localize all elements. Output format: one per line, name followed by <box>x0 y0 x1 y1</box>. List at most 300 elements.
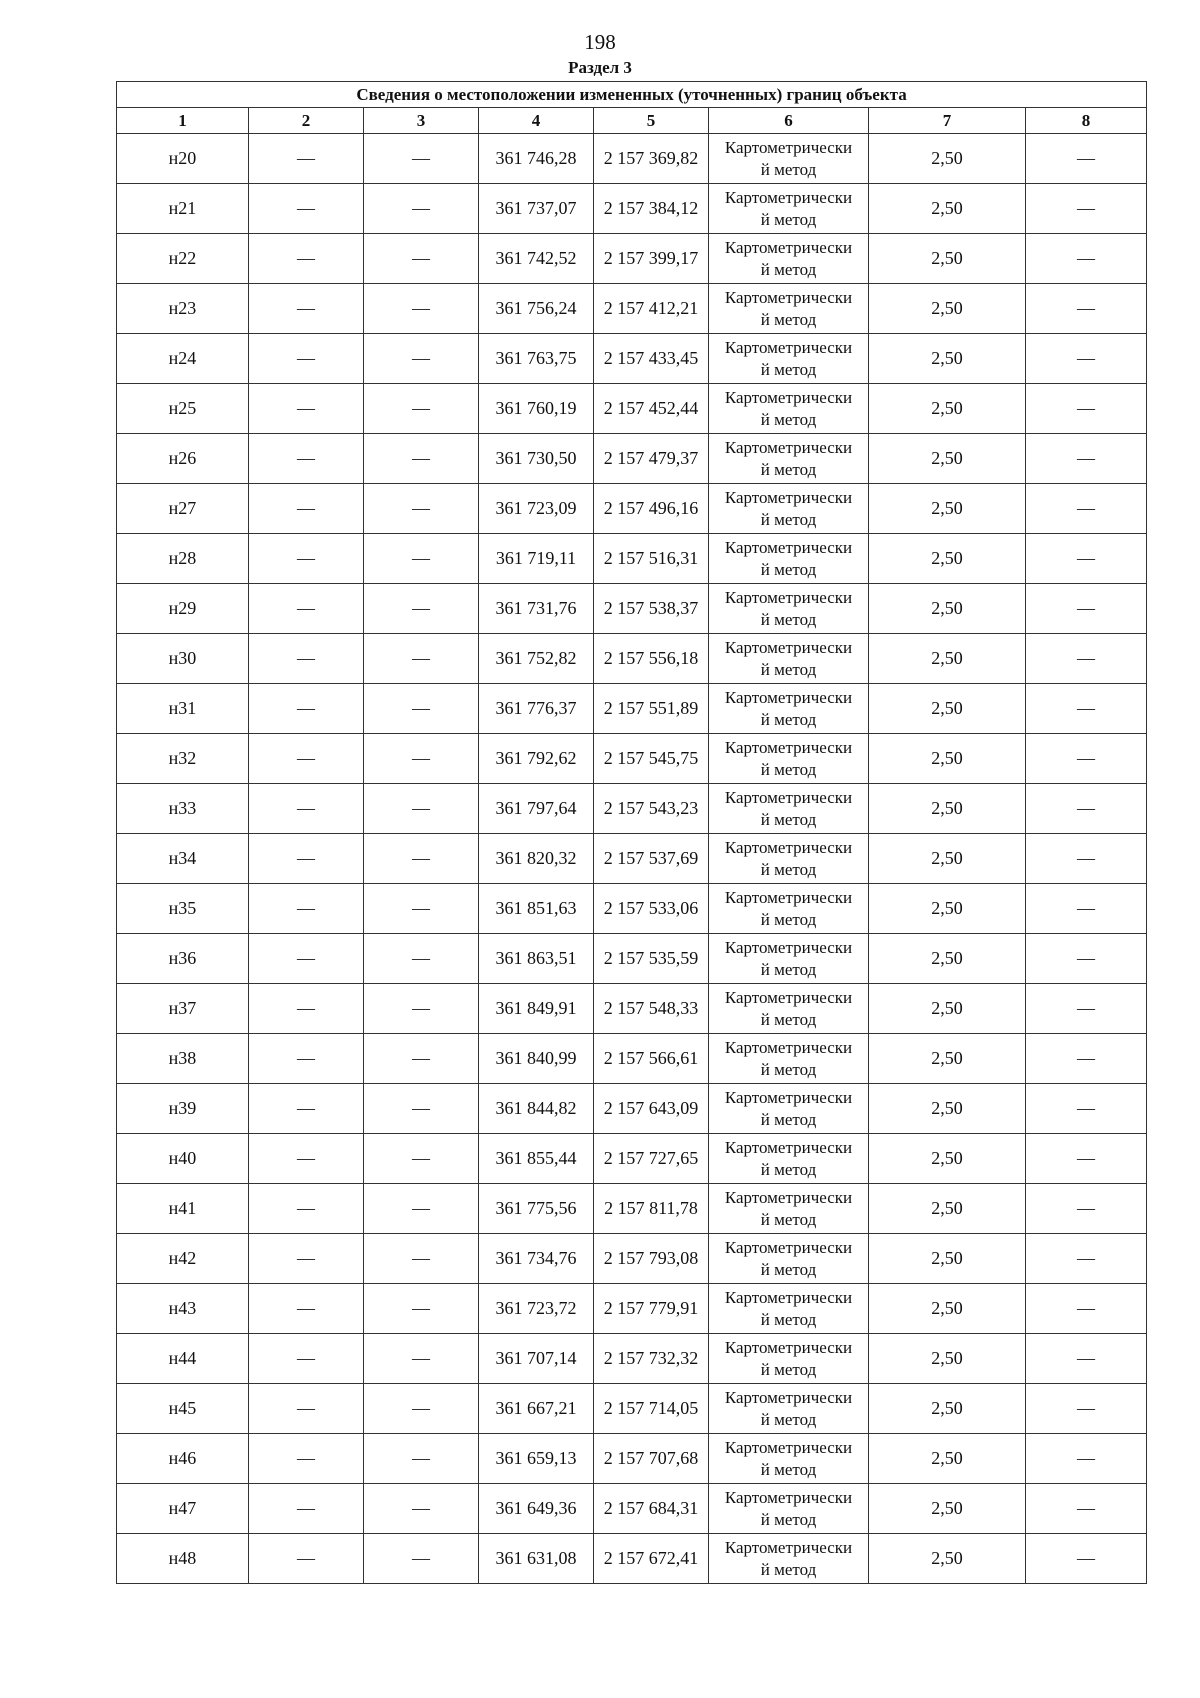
method-line-1: Картометрически <box>724 537 853 557</box>
method-line-1: Картометрически <box>724 1437 853 1457</box>
accuracy-cell: 2,50 <box>869 1434 1026 1484</box>
accuracy-cell: 2,50 <box>869 384 1026 434</box>
dash-cell: — <box>1026 184 1147 234</box>
point-name-cell: н37 <box>117 984 249 1034</box>
x-coordinate-cell: 361 723,72 <box>479 1284 594 1334</box>
method-line-1: Картометрически <box>724 1237 853 1257</box>
method-line-1: Картометрически <box>724 1487 853 1507</box>
dash-cell: — <box>1026 484 1147 534</box>
y-coordinate-cell: 2 157 707,68 <box>594 1434 709 1484</box>
method-line-2: й метод <box>760 1059 817 1079</box>
point-name-cell: н31 <box>117 684 249 734</box>
y-coordinate-cell: 2 157 793,08 <box>594 1234 709 1284</box>
dash-cell: — <box>249 1434 364 1484</box>
accuracy-cell: 2,50 <box>869 684 1026 734</box>
method-cell <box>709 1384 869 1434</box>
method-cell <box>709 884 869 934</box>
dash-cell: — <box>249 234 364 284</box>
method-line-2: й метод <box>760 809 817 829</box>
method-line-1: Картометрически <box>724 337 853 357</box>
x-coordinate-cell: 361 763,75 <box>479 334 594 384</box>
method-line-2: й метод <box>760 1159 817 1179</box>
coordinates-table <box>116 81 1147 1584</box>
dash-cell: — <box>1026 1334 1147 1384</box>
accuracy-cell: 2,50 <box>869 1484 1026 1534</box>
x-coordinate-cell: 361 840,99 <box>479 1034 594 1084</box>
accuracy-cell: 2,50 <box>869 634 1026 684</box>
x-coordinate-cell: 361 760,19 <box>479 384 594 434</box>
y-coordinate-cell: 2 157 516,31 <box>594 534 709 584</box>
point-name-cell: н38 <box>117 1034 249 1084</box>
dash-cell: — <box>364 784 479 834</box>
dash-cell: — <box>1026 334 1147 384</box>
method-line-1: Картометрически <box>724 1537 853 1557</box>
table-row <box>117 234 1147 284</box>
dash-cell: — <box>1026 584 1147 634</box>
accuracy-cell: 2,50 <box>869 1534 1026 1584</box>
y-coordinate-cell: 2 157 545,75 <box>594 734 709 784</box>
y-coordinate-cell: 2 157 479,37 <box>594 434 709 484</box>
dash-cell: — <box>364 534 479 584</box>
column-header: 2 <box>249 108 364 134</box>
accuracy-cell: 2,50 <box>869 1184 1026 1234</box>
dash-cell: — <box>249 834 364 884</box>
method-line-2: й метод <box>760 409 817 429</box>
dash-cell: — <box>1026 1534 1147 1584</box>
point-name-cell: н33 <box>117 784 249 834</box>
table-row <box>117 184 1147 234</box>
dash-cell: — <box>364 384 479 434</box>
table-row <box>117 1484 1147 1534</box>
method-line-2: й метод <box>760 859 817 879</box>
method-line-2: й метод <box>760 1009 817 1029</box>
dash-cell: — <box>364 1434 479 1484</box>
method-cell <box>709 134 869 184</box>
point-name-cell: н34 <box>117 834 249 884</box>
table-row <box>117 584 1147 634</box>
x-coordinate-cell: 361 667,21 <box>479 1384 594 1434</box>
accuracy-cell: 2,50 <box>869 884 1026 934</box>
table-caption: Сведения о местоположении измененных (уточненных) границ объекта <box>117 82 1147 108</box>
method-cell <box>709 1534 869 1584</box>
table-row <box>117 1334 1147 1384</box>
x-coordinate-cell: 361 719,11 <box>479 534 594 584</box>
table-row <box>117 334 1147 384</box>
point-name-cell: н22 <box>117 234 249 284</box>
column-header: 3 <box>364 108 479 134</box>
dash-cell: — <box>1026 1084 1147 1134</box>
table-row <box>117 1234 1147 1284</box>
method-cell <box>709 684 869 734</box>
method-line-2: й метод <box>760 959 817 979</box>
table-row <box>117 134 1147 184</box>
dash-cell: — <box>249 1334 364 1384</box>
x-coordinate-cell: 361 797,64 <box>479 784 594 834</box>
dash-cell: — <box>1026 684 1147 734</box>
method-line-1: Картометрически <box>724 137 853 157</box>
y-coordinate-cell: 2 157 548,33 <box>594 984 709 1034</box>
method-cell <box>709 784 869 834</box>
table-row <box>117 1534 1147 1584</box>
method-cell <box>709 1334 869 1384</box>
method-cell <box>709 734 869 784</box>
dash-cell: — <box>364 684 479 734</box>
method-line-1: Картометрически <box>724 1337 853 1357</box>
dash-cell: — <box>249 984 364 1034</box>
y-coordinate-cell: 2 157 566,61 <box>594 1034 709 1084</box>
method-line-1: Картометрически <box>724 937 853 957</box>
method-line-1: Картометрически <box>724 787 853 807</box>
x-coordinate-cell: 361 746,28 <box>479 134 594 184</box>
accuracy-cell: 2,50 <box>869 284 1026 334</box>
method-line-1: Картометрически <box>724 987 853 1007</box>
y-coordinate-cell: 2 157 399,17 <box>594 234 709 284</box>
point-name-cell: н42 <box>117 1234 249 1284</box>
column-header: 8 <box>1026 108 1147 134</box>
point-name-cell: н36 <box>117 934 249 984</box>
x-coordinate-cell: 361 649,36 <box>479 1484 594 1534</box>
table-row <box>117 884 1147 934</box>
method-line-2: й метод <box>760 1209 817 1229</box>
y-coordinate-cell: 2 157 384,12 <box>594 184 709 234</box>
accuracy-cell: 2,50 <box>869 834 1026 884</box>
y-coordinate-cell: 2 157 684,31 <box>594 1484 709 1534</box>
y-coordinate-cell: 2 157 732,32 <box>594 1334 709 1384</box>
method-cell <box>709 434 869 484</box>
y-coordinate-cell: 2 157 543,23 <box>594 784 709 834</box>
accuracy-cell: 2,50 <box>869 234 1026 284</box>
point-name-cell: н48 <box>117 1534 249 1584</box>
accuracy-cell: 2,50 <box>869 1384 1026 1434</box>
y-coordinate-cell: 2 157 672,41 <box>594 1534 709 1584</box>
accuracy-cell: 2,50 <box>869 334 1026 384</box>
dash-cell: — <box>364 1084 479 1134</box>
x-coordinate-cell: 361 631,08 <box>479 1534 594 1584</box>
method-line-2: й метод <box>760 259 817 279</box>
table-row <box>117 1434 1147 1484</box>
method-line-2: й метод <box>760 509 817 529</box>
method-cell <box>709 334 869 384</box>
dash-cell: — <box>249 1484 364 1534</box>
method-line-1: Картометрически <box>724 687 853 707</box>
method-line-2: й метод <box>760 659 817 679</box>
dash-cell: — <box>249 1534 364 1584</box>
dash-cell: — <box>364 184 479 234</box>
dash-cell: — <box>364 734 479 784</box>
dash-cell: — <box>364 1034 479 1084</box>
dash-cell: — <box>364 1534 479 1584</box>
dash-cell: — <box>364 1184 479 1234</box>
dash-cell: — <box>249 884 364 934</box>
method-cell <box>709 834 869 884</box>
table-row <box>117 684 1147 734</box>
table-row <box>117 434 1147 484</box>
x-coordinate-cell: 361 792,62 <box>479 734 594 784</box>
accuracy-cell: 2,50 <box>869 734 1026 784</box>
y-coordinate-cell: 2 157 779,91 <box>594 1284 709 1334</box>
y-coordinate-cell: 2 157 369,82 <box>594 134 709 184</box>
accuracy-cell: 2,50 <box>869 584 1026 634</box>
dash-cell: — <box>249 484 364 534</box>
method-line-1: Картометрически <box>724 737 853 757</box>
method-line-2: й метод <box>760 159 817 179</box>
dash-cell: — <box>1026 884 1147 934</box>
method-line-2: й метод <box>760 1109 817 1129</box>
point-name-cell: н44 <box>117 1334 249 1384</box>
column-header: 6 <box>709 108 869 134</box>
dash-cell: — <box>364 1484 479 1534</box>
column-header: 4 <box>479 108 594 134</box>
dash-cell: — <box>249 434 364 484</box>
x-coordinate-cell: 361 723,09 <box>479 484 594 534</box>
accuracy-cell: 2,50 <box>869 484 1026 534</box>
method-line-1: Картометрически <box>724 437 853 457</box>
table-row <box>117 1184 1147 1234</box>
dash-cell: — <box>364 284 479 334</box>
dash-cell: — <box>364 984 479 1034</box>
point-name-cell: н23 <box>117 284 249 334</box>
accuracy-cell: 2,50 <box>869 934 1026 984</box>
dash-cell: — <box>249 934 364 984</box>
dash-cell: — <box>249 1184 364 1234</box>
column-header: 1 <box>117 108 249 134</box>
method-line-2: й метод <box>760 1409 817 1429</box>
dash-cell: — <box>364 934 479 984</box>
dash-cell: — <box>1026 1134 1147 1184</box>
point-name-cell: н47 <box>117 1484 249 1534</box>
table-row <box>117 984 1147 1034</box>
y-coordinate-cell: 2 157 556,18 <box>594 634 709 684</box>
table-row <box>117 934 1147 984</box>
method-line-1: Картометрически <box>724 287 853 307</box>
dash-cell: — <box>1026 1034 1147 1084</box>
table-row <box>117 284 1147 334</box>
dash-cell: — <box>1026 984 1147 1034</box>
dash-cell: — <box>1026 1434 1147 1484</box>
method-cell <box>709 284 869 334</box>
table-row <box>117 734 1147 784</box>
method-line-2: й метод <box>760 1509 817 1529</box>
point-name-cell: н28 <box>117 534 249 584</box>
dash-cell: — <box>364 1134 479 1184</box>
x-coordinate-cell: 361 737,07 <box>479 184 594 234</box>
dash-cell: — <box>1026 1284 1147 1334</box>
dash-cell: — <box>364 1234 479 1284</box>
accuracy-cell: 2,50 <box>869 134 1026 184</box>
table-row <box>117 634 1147 684</box>
method-cell <box>709 1034 869 1084</box>
y-coordinate-cell: 2 157 643,09 <box>594 1084 709 1134</box>
dash-cell: — <box>1026 784 1147 834</box>
dash-cell: — <box>1026 234 1147 284</box>
y-coordinate-cell: 2 157 551,89 <box>594 684 709 734</box>
x-coordinate-cell: 361 742,52 <box>479 234 594 284</box>
page-number: 198 <box>584 30 616 54</box>
dash-cell: — <box>364 234 479 284</box>
dash-cell: — <box>364 134 479 184</box>
table-row <box>117 1134 1147 1184</box>
dash-cell: — <box>1026 534 1147 584</box>
method-line-2: й метод <box>760 1259 817 1279</box>
method-cell <box>709 184 869 234</box>
method-cell <box>709 234 869 284</box>
method-line-1: Картометрически <box>724 237 853 257</box>
method-line-2: й метод <box>760 709 817 729</box>
method-line-1: Картометрически <box>724 837 853 857</box>
table-row <box>117 384 1147 434</box>
table-row <box>117 1034 1147 1084</box>
point-name-cell: н27 <box>117 484 249 534</box>
x-coordinate-cell: 361 775,56 <box>479 1184 594 1234</box>
y-coordinate-cell: 2 157 811,78 <box>594 1184 709 1234</box>
method-cell <box>709 1484 869 1534</box>
method-line-2: й метод <box>760 359 817 379</box>
table-row <box>117 1084 1147 1134</box>
accuracy-cell: 2,50 <box>869 434 1026 484</box>
method-line-1: Картометрически <box>724 587 853 607</box>
point-name-cell: н24 <box>117 334 249 384</box>
y-coordinate-cell: 2 157 433,45 <box>594 334 709 384</box>
accuracy-cell: 2,50 <box>869 1284 1026 1334</box>
table-row <box>117 484 1147 534</box>
x-coordinate-cell: 361 734,76 <box>479 1234 594 1284</box>
accuracy-cell: 2,50 <box>869 784 1026 834</box>
table-row <box>117 784 1147 834</box>
method-cell <box>709 1434 869 1484</box>
dash-cell: — <box>364 884 479 934</box>
method-cell <box>709 934 869 984</box>
point-name-cell: н35 <box>117 884 249 934</box>
method-cell <box>709 484 869 534</box>
method-cell <box>709 1184 869 1234</box>
accuracy-cell: 2,50 <box>869 1034 1026 1084</box>
method-cell <box>709 1134 869 1184</box>
method-line-1: Картометрически <box>724 1137 853 1157</box>
section-title: Раздел 3 <box>568 58 632 77</box>
point-name-cell: н45 <box>117 1384 249 1434</box>
method-line-2: й метод <box>760 559 817 579</box>
dash-cell: — <box>249 1034 364 1084</box>
accuracy-cell: 2,50 <box>869 1334 1026 1384</box>
accuracy-cell: 2,50 <box>869 1234 1026 1284</box>
method-cell <box>709 584 869 634</box>
y-coordinate-cell: 2 157 452,44 <box>594 384 709 434</box>
y-coordinate-cell: 2 157 533,06 <box>594 884 709 934</box>
dash-cell: — <box>364 434 479 484</box>
dash-cell: — <box>364 1284 479 1334</box>
x-coordinate-cell: 361 731,76 <box>479 584 594 634</box>
method-line-1: Картометрически <box>724 1287 853 1307</box>
table-row <box>117 834 1147 884</box>
accuracy-cell: 2,50 <box>869 1134 1026 1184</box>
dash-cell: — <box>249 334 364 384</box>
method-line-1: Картометрически <box>724 1187 853 1207</box>
method-cell <box>709 1234 869 1284</box>
x-coordinate-cell: 361 855,44 <box>479 1134 594 1184</box>
y-coordinate-cell: 2 157 537,69 <box>594 834 709 884</box>
point-name-cell: н39 <box>117 1084 249 1134</box>
method-line-1: Картометрически <box>724 1087 853 1107</box>
dash-cell: — <box>1026 934 1147 984</box>
method-line-2: й метод <box>760 1309 817 1329</box>
point-name-cell: н25 <box>117 384 249 434</box>
point-name-cell: н30 <box>117 634 249 684</box>
dash-cell: — <box>249 1134 364 1184</box>
dash-cell: — <box>1026 834 1147 884</box>
table-body <box>117 134 1147 1584</box>
y-coordinate-cell: 2 157 496,16 <box>594 484 709 534</box>
y-coordinate-cell: 2 157 727,65 <box>594 1134 709 1184</box>
method-line-2: й метод <box>760 209 817 229</box>
dash-cell: — <box>249 634 364 684</box>
dash-cell: — <box>1026 434 1147 484</box>
point-name-cell: н40 <box>117 1134 249 1184</box>
table-row <box>117 534 1147 584</box>
method-line-2: й метод <box>760 909 817 929</box>
column-header: 5 <box>594 108 709 134</box>
x-coordinate-cell: 361 851,63 <box>479 884 594 934</box>
method-cell <box>709 984 869 1034</box>
x-coordinate-cell: 361 776,37 <box>479 684 594 734</box>
dash-cell: — <box>1026 1234 1147 1284</box>
dash-cell: — <box>364 1334 479 1384</box>
x-coordinate-cell: 361 863,51 <box>479 934 594 984</box>
y-coordinate-cell: 2 157 535,59 <box>594 934 709 984</box>
x-coordinate-cell: 361 844,82 <box>479 1084 594 1134</box>
dash-cell: — <box>249 1234 364 1284</box>
column-number-row <box>117 108 1147 134</box>
point-name-cell: н21 <box>117 184 249 234</box>
method-line-2: й метод <box>760 459 817 479</box>
dash-cell: — <box>1026 634 1147 684</box>
dash-cell: — <box>1026 1484 1147 1534</box>
dash-cell: — <box>1026 134 1147 184</box>
dash-cell: — <box>1026 734 1147 784</box>
accuracy-cell: 2,50 <box>869 534 1026 584</box>
dash-cell: — <box>249 184 364 234</box>
dash-cell: — <box>249 784 364 834</box>
x-coordinate-cell: 361 752,82 <box>479 634 594 684</box>
dash-cell: — <box>1026 284 1147 334</box>
point-name-cell: н41 <box>117 1184 249 1234</box>
dash-cell: — <box>249 684 364 734</box>
accuracy-cell: 2,50 <box>869 1084 1026 1134</box>
dash-cell: — <box>249 1084 364 1134</box>
method-cell <box>709 1284 869 1334</box>
method-cell <box>709 1084 869 1134</box>
table-row <box>117 1384 1147 1434</box>
dash-cell: — <box>249 1384 364 1434</box>
dash-cell: — <box>364 334 479 384</box>
method-line-2: й метод <box>760 759 817 779</box>
x-coordinate-cell: 361 659,13 <box>479 1434 594 1484</box>
method-line-2: й метод <box>760 1359 817 1379</box>
dash-cell: — <box>1026 1184 1147 1234</box>
x-coordinate-cell: 361 730,50 <box>479 434 594 484</box>
method-line-1: Картометрически <box>724 187 853 207</box>
dash-cell: — <box>364 634 479 684</box>
method-line-2: й метод <box>760 1559 817 1579</box>
dash-cell: — <box>364 584 479 634</box>
x-coordinate-cell: 361 849,91 <box>479 984 594 1034</box>
point-name-cell: н20 <box>117 134 249 184</box>
accuracy-cell: 2,50 <box>869 184 1026 234</box>
method-cell <box>709 634 869 684</box>
x-coordinate-cell: 361 820,32 <box>479 834 594 884</box>
dash-cell: — <box>249 134 364 184</box>
method-line-2: й метод <box>760 309 817 329</box>
dash-cell: — <box>1026 384 1147 434</box>
